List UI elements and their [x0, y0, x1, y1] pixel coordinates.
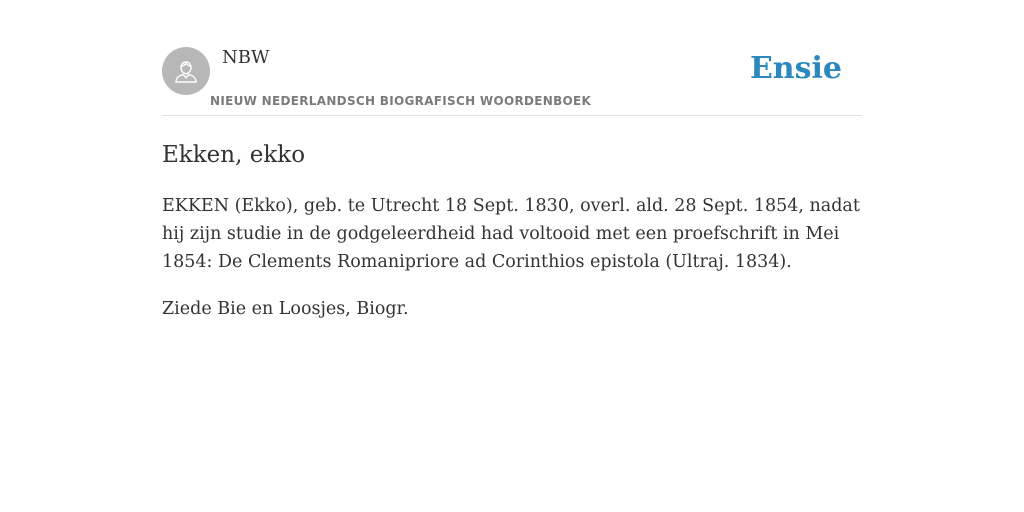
page-container — [162, 0, 862, 512]
author-name[interactable]: NBW — [222, 47, 270, 68]
user-silhouette-icon — [171, 56, 201, 86]
brand-logo[interactable]: Ensie — [749, 51, 842, 86]
entry-body: EKKEN (Ekko), geb. te Utrecht 18 Sept. 1830, overl. ald. 28 Sept. 1854, nadat hij zijn studie in de godgeleerdheid had voltooid met een proefschrift in Mei 1854: De Clements Romanipriore ad Corinthios epistola (Ultraj. 1834). — [162, 196, 860, 272]
entry-title: Ekken, ekko — [162, 142, 306, 168]
entry-source: Ziede Bie en Loosjes, Biogr. — [162, 299, 409, 319]
entry-header — [162, 0, 862, 116]
author-avatar[interactable] — [162, 47, 210, 95]
author-subtitle: NIEUW NEDERLANDSCH BIOGRAFISCH WOORDENBOEK — [210, 94, 592, 108]
